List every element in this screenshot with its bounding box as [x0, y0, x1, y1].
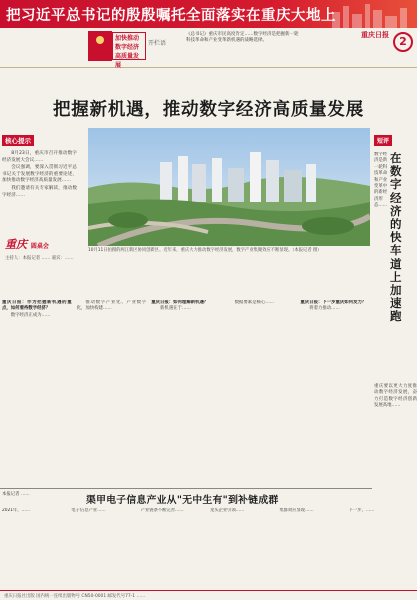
column-sub-label: 开栏语: [148, 40, 167, 47]
page-footer: 重庆日报社出版 国内统一连续出版物号 CN50-0001 邮发代号77-1 ……: [0, 590, 417, 600]
interview-answer: 数字经济正成为……: [10, 312, 51, 318]
commentary-tag: 短评: [374, 135, 392, 146]
skyline-decoration: [327, 0, 417, 28]
body-column: [300, 300, 370, 486]
interview-question: 重庆日报：作为把握新机遇的重点，如何看待数字经济？: [2, 300, 72, 312]
column-badge-icon: [88, 31, 112, 61]
sub-article-column: 2021年，……: [2, 508, 31, 513]
sub-article-column: 下一步，……: [348, 508, 375, 513]
sub-article-author: 本报记者 ……: [2, 492, 30, 497]
interview-question: 重庆日报：如何理解新机遇？: [151, 300, 209, 305]
interview-question: 重庆日报：下一步重庆如何发力？: [300, 300, 367, 305]
sub-article-column: 电子信息产业……: [71, 508, 106, 513]
top-banner: [0, 0, 417, 28]
lede-paragraph: 8月23日，重庆市召开推动数字经济发展大会议……: [2, 151, 77, 163]
sub-article-column: 龙头企业引领……: [210, 508, 245, 513]
roundtable-logo-sub: 圆桌会: [30, 243, 49, 250]
banner-title: 把习近平总书记的殷殷嘱托全面落实在重庆大地上: [6, 7, 336, 24]
main-headline: 把握新机遇，推动数字经济高质量发展: [52, 100, 365, 120]
body-column: [226, 300, 296, 486]
sub-article-body: [2, 508, 414, 588]
newspaper-logo: 重庆日报: [361, 30, 389, 39]
column-label: 加快推动数字经济高质量发展: [112, 32, 146, 60]
sub-article-headline: 渠甲电子信息产业从"无中生有"到补链成群: [86, 495, 279, 506]
interview-body: [2, 300, 370, 486]
photo-caption: 10月11日拍摄的两江新区协同创新区。近年来，重庆大力推动数字经济发展，数字产业集聚效应不断显现。（本报记者 摄）: [88, 248, 322, 253]
lede-box: [2, 128, 77, 290]
lede-paragraph: 我们邀请有关专家解读，推动数字经济……: [2, 185, 77, 198]
commentary-title: 在数字经济的快车道上加速跑: [390, 151, 402, 324]
main-photo: [88, 128, 370, 246]
commentary-body: 重庆要以更大力度推动数字经济发展，奋力打造数字经济创新发展高地……: [374, 384, 417, 409]
roundtable-logo: [5, 236, 49, 252]
body-column: [151, 300, 221, 486]
city-photo-image: [88, 128, 370, 246]
page-number: 2: [393, 32, 413, 52]
interview-answer: 推动数字产业化、产业数字化，加快构建……: [76, 300, 147, 312]
column-intro: 《总书记》重庆市民高度肯定……数字经济是把握新一轮科技革命和产业变革新机遇的战略选择。: [186, 32, 299, 43]
section-divider: [0, 488, 372, 489]
sub-article-column: 集群效应显现……: [279, 508, 314, 513]
roundtable-logo-main: 重庆: [5, 238, 27, 251]
commentary-column-text: 数字经济是新一轮科技革命和产业变革中的新经济形态……: [374, 152, 388, 209]
lede-paragraph: 会议强调，要深入贯彻习近平总书记关于发展数字经济的重要论述，加快推动数字经济高质量发展……: [2, 165, 77, 184]
body-column: [77, 300, 147, 486]
masthead: [0, 28, 417, 68]
body-column: [2, 300, 72, 486]
interview-answer: 新机遇在于……: [159, 306, 191, 312]
interview-answer: 数据要素是核心……: [234, 300, 275, 305]
interview-answer: 将着力推动……: [309, 306, 340, 312]
lede-text: [2, 151, 77, 199]
sub-article-column: 产业链条不断完善……: [140, 508, 184, 513]
roundtable-credits: 主持人：本报记者 …… 嘉宾：……: [5, 256, 74, 261]
lede-label: 核心提示: [2, 135, 34, 146]
